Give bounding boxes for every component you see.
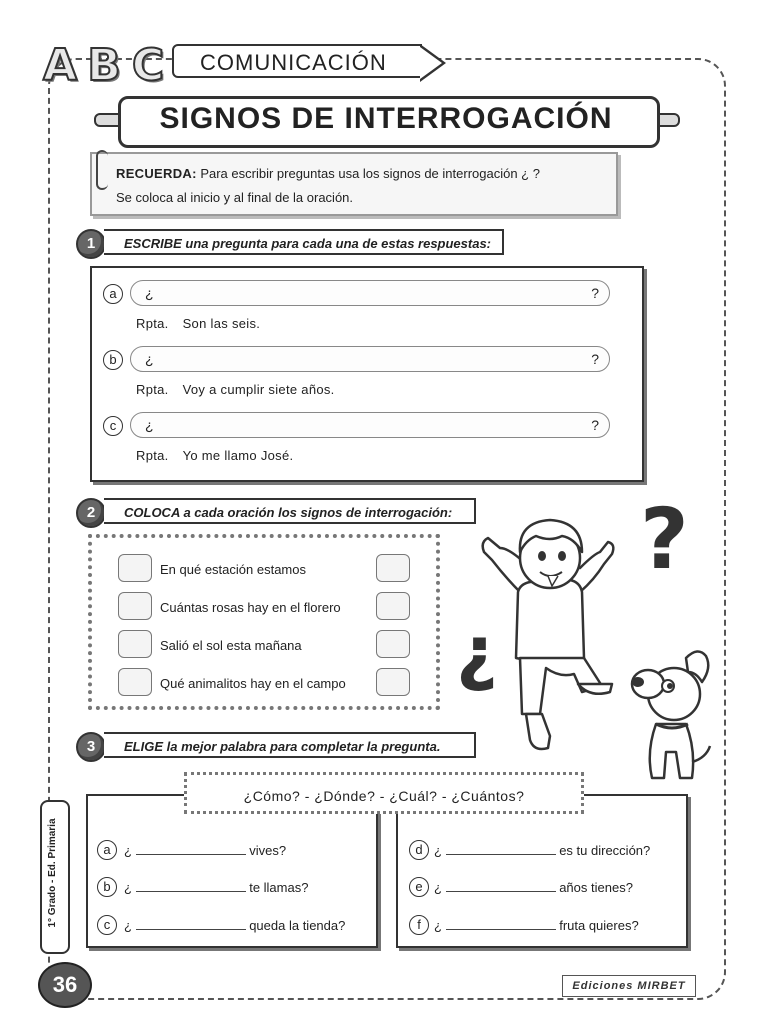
subject-label: COMUNICACIÓN [172,44,422,78]
answer-text: Voy a cumplir siete años. [182,382,335,397]
open-question-mark: ¿ [145,285,154,301]
fill-item-e [434,879,633,895]
exercise-1-instruction: ESCRIBE una pregunta para cada una de estas respuestas: [104,229,504,255]
dog-illustration [626,642,718,788]
item-e-letter: e [409,877,429,897]
blank-a[interactable] [136,842,246,855]
close-question-mark: ? [591,417,599,433]
page-number: 36 [38,962,92,1008]
open-sign-box-1[interactable] [118,554,152,582]
close-sign-box-3[interactable] [376,630,410,658]
abc-logo [38,40,178,100]
exercise-2-number: 2 [76,498,106,528]
rpta-label: Rpta. [136,448,169,463]
exercise-2-instruction: COLOCA a cada oración los signos de interrogación: [104,498,476,524]
dog-pupil [667,683,673,689]
question-input-a[interactable] [130,280,610,306]
close-sign-box-2[interactable] [376,592,410,620]
close-question-mark: ? [591,285,599,301]
boy-shirt [516,580,584,662]
dog-nose [632,677,644,687]
question-mark-icon: ? [640,490,689,588]
inverted-question-mark-icon: ¿ [456,610,498,694]
answer-a [136,316,260,331]
item-c-letter: c [97,915,117,935]
abc-letter-c: C [131,40,165,91]
grade-label: 1° Grado - Ed. Primaria [47,818,58,928]
fill-item-b [124,879,308,895]
answer-text: Son las seis. [182,316,261,331]
blank-b[interactable] [136,879,246,892]
exercise-3-number: 3 [76,732,106,762]
open-question-mark: ¿ [434,843,442,858]
fill-text: es tu dirección? [559,843,651,858]
sentence-1: En qué estación estamos [160,562,306,577]
answer-text: Yo me llamo José. [182,448,294,463]
recuerda-text-1: Para escribir preguntas usa los signos de interrogación ¿ ? [200,166,540,181]
open-sign-box-4[interactable] [118,668,152,696]
dog-body [650,724,693,778]
close-question-mark: ? [591,351,599,367]
answer-b [136,382,335,397]
fill-item-a [124,842,286,858]
fill-text: vives? [249,843,287,858]
open-question-mark: ¿ [145,351,154,367]
fill-item-f [434,917,639,933]
open-question-mark: ¿ [124,843,132,858]
boy-right-eye [558,551,566,561]
abc-letter-a: A [42,40,78,91]
paperclip-icon [96,150,108,190]
fill-item-d [434,842,650,858]
blank-e[interactable] [446,879,556,892]
open-sign-box-3[interactable] [118,630,152,658]
exercise-1-number: 1 [76,229,106,259]
fill-text: te llamas? [249,880,309,895]
publisher-label: Ediciones MIRBET [562,975,696,997]
close-sign-box-4[interactable] [376,668,410,696]
subject-arrow-inner [420,47,442,79]
open-question-mark: ¿ [145,417,154,433]
fill-item-c [124,917,345,933]
boy-right-arm [580,542,613,592]
sentence-4: Qué animalitos hay en el campo [160,676,346,691]
item-d-letter: d [409,840,429,860]
recuerda-line-1 [116,166,540,181]
fill-text: años tienes? [559,880,633,895]
blank-f[interactable] [446,917,556,930]
boy-left-eye [538,551,546,561]
open-question-mark: ¿ [434,880,442,895]
answer-c [136,448,293,463]
open-question-mark: ¿ [124,918,132,933]
boy-illustration [470,508,630,758]
item-c-letter: c [103,416,123,436]
sentence-2: Cuántas rosas hay en el florero [160,600,341,615]
recuerda-text-2: Se coloca al inicio y al final de la oración. [116,190,354,205]
item-a-letter: a [103,284,123,304]
open-question-mark: ¿ [124,880,132,895]
dog-tail [692,746,710,762]
item-b-letter: b [103,350,123,370]
question-input-b[interactable] [130,346,610,372]
close-sign-box-1[interactable] [376,554,410,582]
exercise-3-instruction: ELIGE la mejor palabra para completar la pregunta. [104,732,476,758]
item-a-letter: a [97,840,117,860]
item-f-letter: f [409,915,429,935]
open-sign-box-2[interactable] [118,592,152,620]
recuerda-label: RECUERDA: [116,166,197,181]
sentence-3: Salió el sol esta mañana [160,638,302,653]
fill-text: queda la tienda? [249,918,346,933]
abc-letter-b: B [87,40,121,91]
blank-c[interactable] [136,917,246,930]
word-bank: ¿Cómo? - ¿Dónde? - ¿Cuál? - ¿Cuántos? [184,772,584,814]
rpta-label: Rpta. [136,382,169,397]
recuerda-note [90,152,618,216]
item-b-letter: b [97,877,117,897]
fill-text: fruta quieres? [559,918,639,933]
question-input-c[interactable] [130,412,610,438]
rpta-label: Rpta. [136,316,169,331]
blank-d[interactable] [446,842,556,855]
boy-left-leg [526,714,550,749]
page-title: SIGNOS DE INTERROGACIÓN [159,102,613,135]
open-question-mark: ¿ [434,918,442,933]
